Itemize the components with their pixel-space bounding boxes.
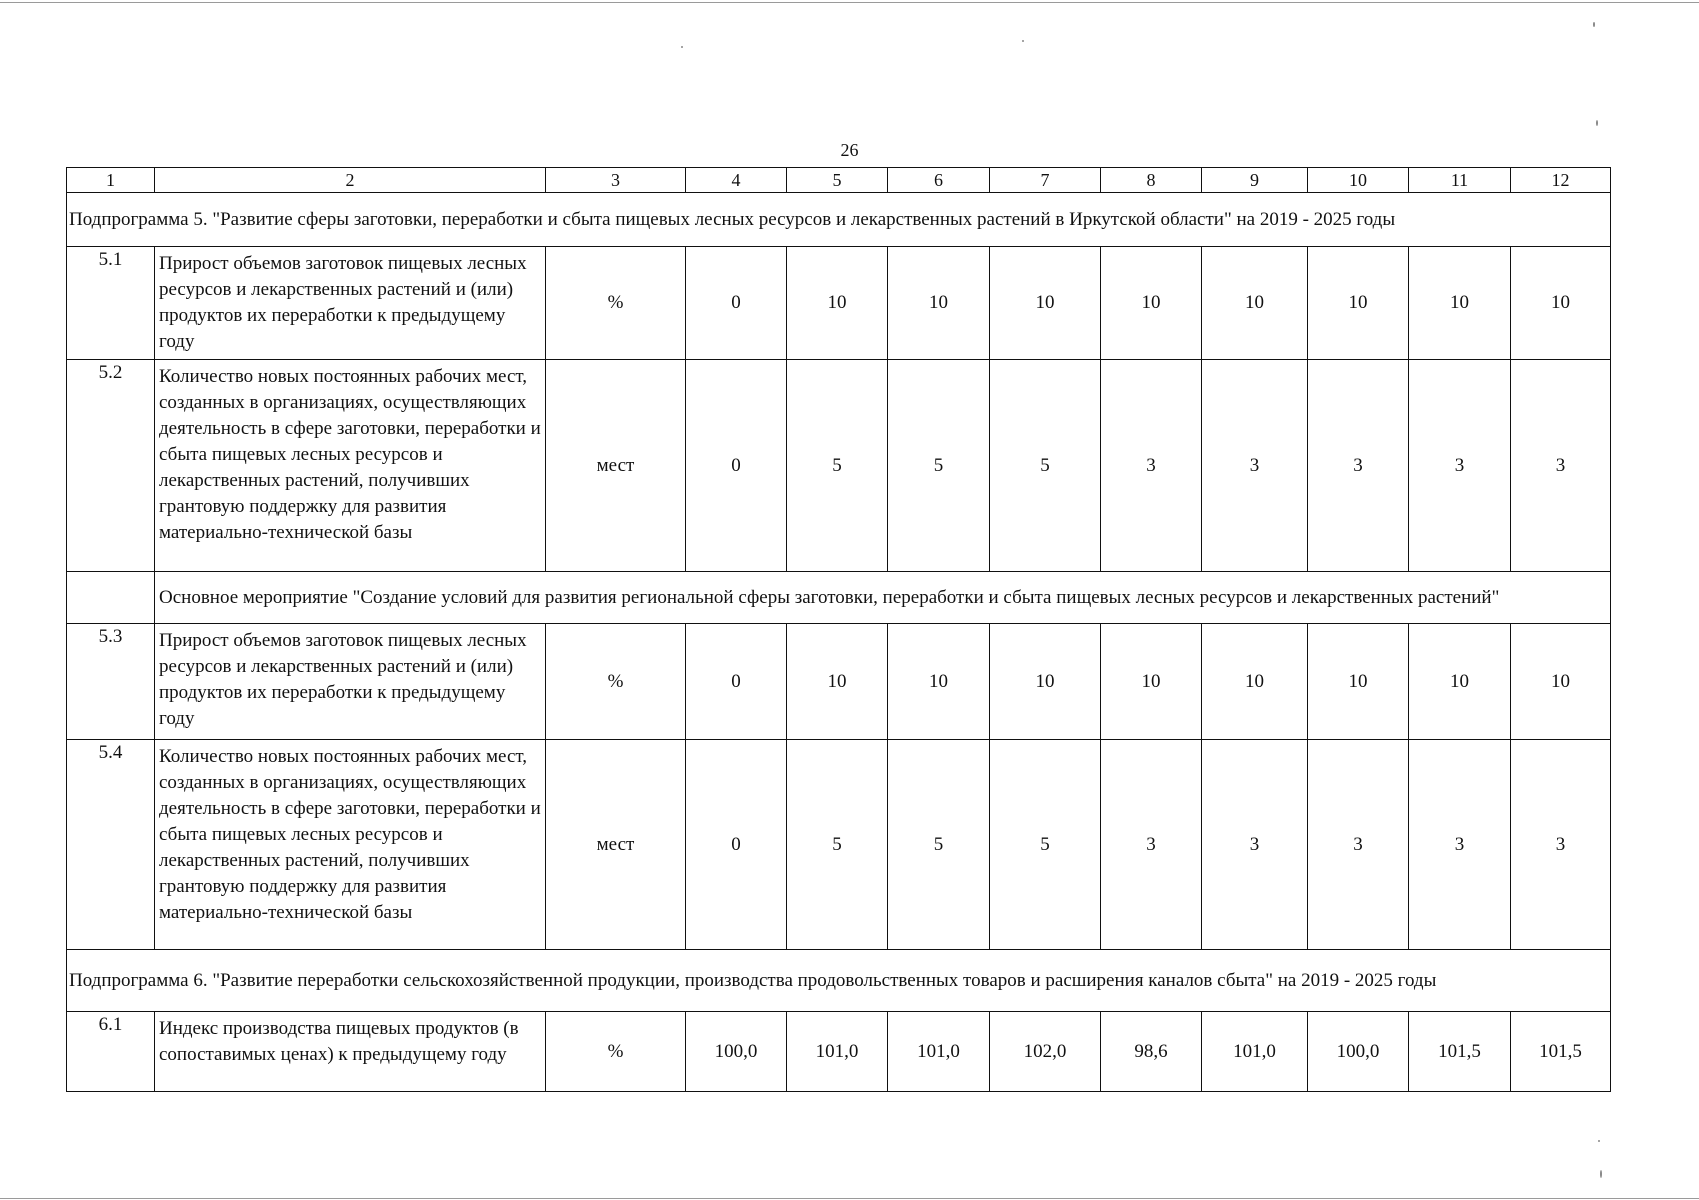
indicator-value: 3 — [1511, 740, 1611, 950]
indicator-number: 6.1 — [67, 1012, 155, 1092]
indicator-unit: % — [546, 1012, 686, 1092]
indicator-value: 3 — [1308, 360, 1409, 572]
subprogram-header-row — [67, 193, 1611, 247]
indicator-value: 10 — [1511, 247, 1611, 360]
indicator-name: Количество новых постоянных рабочих мест, созданных в организациях, осуществляющих деятельность в сфере заготовки, переработки и сбыта пищевых лесных ресурсов и лекарственных растений, получивших грантовую поддержку для развития материально-технической базы — [155, 360, 546, 572]
column-number-cell: 3 — [546, 168, 686, 193]
column-number-cell: 2 — [155, 168, 546, 193]
indicator-row — [67, 247, 1611, 360]
indicator-value: 5 — [888, 740, 990, 950]
scan-speck — [1596, 120, 1598, 126]
table-body — [67, 168, 1611, 1092]
indicator-value: 101,0 — [787, 1012, 888, 1092]
indicator-name: Прирост объемов заготовок пищевых лесных ресурсов и лекарственных растений и (или) продуктов их переработки к предыдущему году — [155, 247, 546, 360]
indicator-value: 3 — [1409, 360, 1511, 572]
page-number: 26 — [840, 140, 859, 160]
indicator-value: 10 — [1202, 247, 1308, 360]
indicator-unit: % — [546, 247, 686, 360]
indicators-table — [66, 167, 1611, 1092]
indicator-value: 10 — [1308, 247, 1409, 360]
indicator-number: 5.4 — [67, 740, 155, 950]
column-number-cell: 8 — [1101, 168, 1202, 193]
indicator-value: 5 — [888, 360, 990, 572]
scan-speck — [1022, 40, 1024, 42]
column-number-cell: 7 — [990, 168, 1101, 193]
indicator-value: 10 — [888, 247, 990, 360]
indicator-value: 5 — [990, 360, 1101, 572]
indicator-row — [67, 360, 1611, 572]
indicator-value: 10 — [1409, 247, 1511, 360]
indicator-value: 101,0 — [1202, 1012, 1308, 1092]
indicator-value: 3 — [1511, 360, 1611, 572]
indicator-value: 102,0 — [990, 1012, 1101, 1092]
indicator-value: 10 — [1409, 624, 1511, 740]
indicator-value: 3 — [1101, 360, 1202, 572]
indicator-row — [67, 1012, 1611, 1092]
indicator-unit: мест — [546, 360, 686, 572]
indicator-name: Количество новых постоянных рабочих мест, созданных в организациях, осуществляющих деятельность в сфере заготовки, переработки и сбыта пищевых лесных ресурсов и лекарственных растений, получивших грантовую поддержку для развития материально-технической базы — [155, 740, 546, 950]
indicator-name: Прирост объемов заготовок пищевых лесных ресурсов и лекарственных растений и (или) продуктов их переработки к предыдущему году — [155, 624, 546, 740]
indicator-value: 10 — [1101, 624, 1202, 740]
scan-bottom-edge — [0, 1198, 1699, 1199]
column-number-cell: 5 — [787, 168, 888, 193]
indicator-value: 5 — [787, 740, 888, 950]
scan-speck — [1598, 1140, 1600, 1142]
column-number-cell: 11 — [1409, 168, 1511, 193]
indicator-value: 10 — [1511, 624, 1611, 740]
indicator-value: 98,6 — [1101, 1012, 1202, 1092]
indicator-value: 3 — [1202, 360, 1308, 572]
indicator-value: 5 — [990, 740, 1101, 950]
column-number-cell: 10 — [1308, 168, 1409, 193]
column-number-header-row — [67, 168, 1611, 193]
indicator-value: 0 — [686, 247, 787, 360]
indicator-value: 10 — [787, 247, 888, 360]
indicator-value: 101,0 — [888, 1012, 990, 1092]
indicator-value: 0 — [686, 360, 787, 572]
indicator-number: 5.2 — [67, 360, 155, 572]
subprogram-title: Подпрограмма 5. "Развитие сферы заготовки, переработки и сбыта пищевых лесных ресурсов и лекарственных растений в Иркутской области" на 2019 - 2025 годы — [67, 193, 1611, 247]
indicator-unit: мест — [546, 740, 686, 950]
column-number-cell: 6 — [888, 168, 990, 193]
indicator-value: 100,0 — [686, 1012, 787, 1092]
column-number-cell: 1 — [67, 168, 155, 193]
indicator-value: 10 — [1101, 247, 1202, 360]
indicator-value: 0 — [686, 624, 787, 740]
indicator-row — [67, 740, 1611, 950]
scan-top-edge — [0, 2, 1699, 3]
main-activity-title: Основное мероприятие "Создание условий для развития региональной сферы заготовки, переработки и сбыта пищевых лесных ресурсов и лекарственных растений" — [155, 572, 1611, 624]
indicator-value: 101,5 — [1511, 1012, 1611, 1092]
indicator-value: 101,5 — [1409, 1012, 1511, 1092]
subprogram-header-row — [67, 950, 1611, 1012]
indicator-value: 10 — [990, 624, 1101, 740]
indicator-unit: % — [546, 624, 686, 740]
main-activity-number-cell — [67, 572, 155, 624]
scan-speck — [681, 46, 683, 48]
indicator-value: 3 — [1409, 740, 1511, 950]
indicator-value: 10 — [990, 247, 1101, 360]
subprogram-title: Подпрограмма 6. "Развитие переработки сельскохозяйственной продукции, производства продовольственных товаров и расширения каналов сбыта" на 2019 - 2025 годы — [67, 950, 1611, 1012]
indicator-value: 3 — [1308, 740, 1409, 950]
indicator-value: 3 — [1202, 740, 1308, 950]
column-number-cell: 12 — [1511, 168, 1611, 193]
main-activity-row — [67, 572, 1611, 624]
column-number-cell: 9 — [1202, 168, 1308, 193]
scan-speck — [1593, 22, 1595, 27]
indicator-number: 5.3 — [67, 624, 155, 740]
indicator-number: 5.1 — [67, 247, 155, 360]
indicator-value: 5 — [787, 360, 888, 572]
indicator-value: 100,0 — [1308, 1012, 1409, 1092]
indicator-value: 10 — [1308, 624, 1409, 740]
indicator-row — [67, 624, 1611, 740]
indicator-value: 3 — [1101, 740, 1202, 950]
column-number-cell: 4 — [686, 168, 787, 193]
indicator-value: 0 — [686, 740, 787, 950]
indicator-name: Индекс производства пищевых продуктов (в сопоставимых ценах) к предыдущему году — [155, 1012, 546, 1092]
indicator-value: 10 — [1202, 624, 1308, 740]
indicator-value: 10 — [888, 624, 990, 740]
indicator-value: 10 — [787, 624, 888, 740]
scan-speck — [1600, 1170, 1602, 1178]
